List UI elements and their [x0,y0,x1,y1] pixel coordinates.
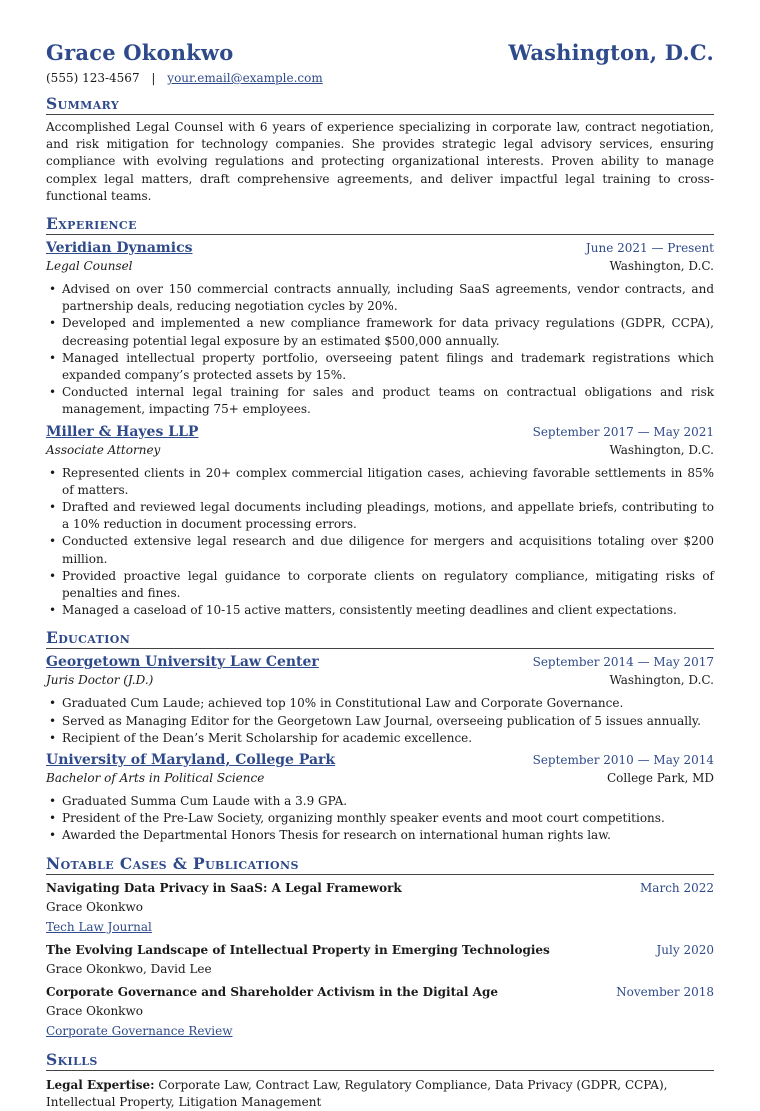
experience-dates: September 2017 — May 2021 [532,424,714,439]
publication-venue [46,1021,714,1041]
publication-title: Corporate Governance and Shareholder Activism in the Digital Age [46,984,498,999]
bullet-item: • Conducted internal legal training for sales and product teams on contractual obligations and risk management, impacting 75+ employees. [46,384,714,418]
bullet-item: • Recipient of the Dean’s Merit Scholarship for academic excellence. [46,730,714,747]
publication-header-row [46,983,714,1001]
experience-entry [46,423,714,620]
education-header-row [46,653,714,671]
education-bullets [46,695,714,747]
education-list [46,653,714,844]
phone-number: (555) 123-4567 [46,71,140,85]
skills-label: Legal Expertise: [46,1077,155,1092]
education-header-row [46,751,714,769]
publication-venue [46,917,714,937]
education-title[interactable]: University of Maryland, College Park [46,752,336,769]
experience-bullets [46,465,714,620]
publication-venue-link[interactable]: Tech Law Journal [46,919,152,934]
bullet-item: • Awarded the Departmental Honors Thesis for research on international human rights law. [46,827,714,844]
experience-subtitle: Legal Counsel [46,259,133,274]
bullet-item: • Drafted and reviewed legal documents including pleadings, motions, and appellate briefs, contributing to a 10% reduction in document processing errors. [46,499,714,533]
publication-title: Navigating Data Privacy in SaaS: A Legal Framework [46,880,402,895]
experience-header-row [46,423,714,441]
bullet-item: • Advised on over 150 commercial contracts annually, including SaaS agreements, vendor contracts, and partnership deals, reducing negotiation cycles by 20%. [46,281,714,315]
skills-line [46,1077,714,1111]
bullet-item: • Graduated Cum Laude; achieved top 10% in Constitutional Law and Corporate Governance. [46,695,714,712]
publication-date: March 2022 [640,880,714,895]
publication-entry [46,983,714,1041]
experience-header-row [46,239,714,257]
experience-list [46,239,714,619]
experience-location: Washington, D.C. [609,259,714,274]
education-location: Washington, D.C. [609,673,714,688]
bullet-item: • Served as Managing Editor for the Georgetown Law Journal, overseeing publication of 5 issues annually. [46,713,714,730]
section-title-experience: Experience [46,215,714,235]
publication-date: November 2018 [616,984,714,999]
experience-location: Washington, D.C. [609,442,714,457]
experience-sub-row [46,441,714,459]
education-sub-row [46,769,714,787]
bullet-item: • Represented clients in 20+ complex commercial litigation cases, achieving favorable settlements in 85% of matters. [46,465,714,499]
publication-authors: Grace Okonkwo, David Lee [46,961,212,976]
experience-title[interactable]: Veridian Dynamics [46,240,193,257]
candidate-name: Grace Okonkwo [46,40,234,65]
education-entry [46,653,714,747]
publication-header-row [46,879,714,897]
education-title[interactable]: Georgetown University Law Center [46,654,319,671]
experience-dates: June 2021 — Present [585,241,714,256]
bullet-item: • Graduated Summa Cum Laude with a 3.9 GPA. [46,793,714,810]
education-bullets [46,793,714,845]
bullet-item: • Managed a caseload of 10-15 active matters, consistently meeting deadlines and client expectations. [46,602,714,619]
experience-bullets [46,281,714,419]
education-subtitle: Bachelor of Arts in Political Science [46,771,265,786]
publication-authors: Grace Okonkwo [46,899,143,914]
section-title-summary: Summary [46,95,714,115]
candidate-location: Washington, D.C. [508,40,714,65]
publication-authors: Grace Okonkwo [46,1003,143,1018]
publication-entry [46,941,714,979]
bullet-item: • President of the Pre-Law Society, organizing monthly speaker events and moot court competitions. [46,810,714,827]
publication-venue-link[interactable]: Corporate Governance Review [46,1023,233,1038]
publication-header-row [46,941,714,959]
experience-subtitle: Associate Attorney [46,442,161,457]
education-subtitle: Juris Doctor (J.D.) [46,673,154,688]
section-title-skills: Skills [46,1051,714,1071]
education-entry [46,751,714,845]
bullet-item: • Provided proactive legal guidance to corporate clients on regulatory compliance, mitigating risks of penalties and fines. [46,568,714,602]
education-sub-row [46,671,714,689]
bullet-item: • Managed intellectual property portfolio, overseeing patent filings and trademark registrations which expanded company’s protected assets by 15%. [46,350,714,384]
resume-header [46,0,714,65]
education-dates: September 2014 — May 2017 [532,655,714,670]
education-location: College Park, MD [606,771,714,786]
experience-sub-row [46,257,714,275]
skills-text: Corporate Law, Contract Law, Regulatory Compliance, Data Privacy (GDPR, CCPA), Intellectual Property, Litigation Management [46,1077,668,1109]
contact-separator: | [151,71,156,85]
experience-entry [46,239,714,419]
education-dates: September 2010 — May 2014 [532,753,714,768]
contact-line [46,71,714,85]
email-link[interactable]: your.email@example.com [167,71,323,85]
section-title-publications: Notable Cases & Publications [46,855,714,875]
publication-title: The Evolving Landscape of Intellectual Property in Emerging Technologies [46,942,550,957]
section-title-education: Education [46,629,714,649]
publication-date: July 2020 [656,942,714,957]
summary-text: Accomplished Legal Counsel with 6 years of experience specializing in corporate law, contract negotiation, and risk mitigation for technology companies. She provides strategic legal advisory services, ensuring compliance with evolving regulations and protecting organizational interests. Proven ability to manage complex legal matters, draft comprehensive agreements, and deliver impactful legal training to cross-functional teams. [46,120,714,203]
experience-title[interactable]: Miller & Hayes LLP [46,423,199,440]
bullet-item: • Developed and implemented a new compliance framework for data privacy regulations (GDPR, CCPA), decreasing potential legal exposure by an estimated $500,000 annually. [46,315,714,349]
publication-entry [46,879,714,937]
bullet-item: • Conducted extensive legal research and due diligence for mergers and acquisitions totaling over $200 million. [46,533,714,567]
publication-list [46,879,714,1041]
